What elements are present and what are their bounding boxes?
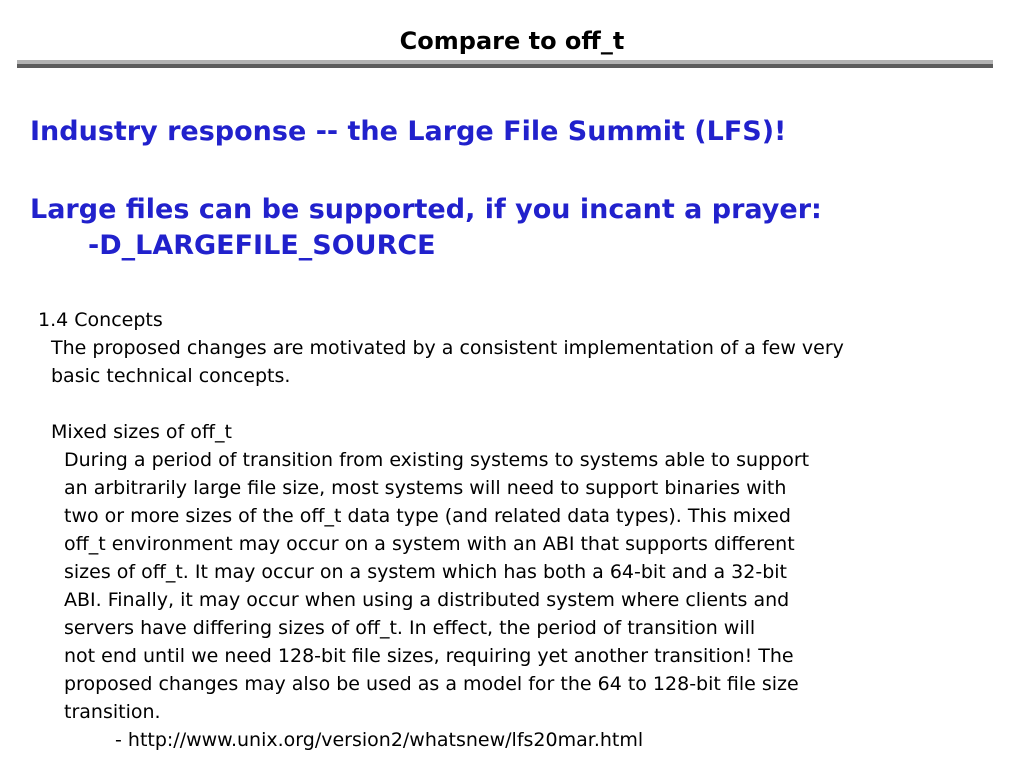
mixed-sizes-paragraph-line: During a period of transition from existing systems to systems able to support: [64, 449, 810, 471]
concepts-paragraph-line: basic technical concepts.: [51, 365, 291, 387]
large-files-heading: Large files can be supported, if you incant a prayer:: [30, 194, 822, 225]
mixed-sizes-paragraph-line: ABI. Finally, it may occur when using a distributed system where clients and: [64, 589, 790, 611]
compiler-flag-text: -D_LARGEFILE_SOURCE: [88, 230, 436, 261]
concepts-section-heading: 1.4 Concepts: [38, 309, 163, 331]
mixed-sizes-paragraph-line: off_t environment may occur on a system with an ABI that supports different: [64, 533, 795, 555]
concepts-paragraph-line: The proposed changes are motivated by a consistent implementation of a few very: [51, 337, 844, 359]
mixed-sizes-paragraph-line: transition.: [64, 701, 161, 723]
document-excerpt: [38, 306, 844, 754]
mixed-sizes-paragraph-line: not end until we need 128-bit file sizes, requiring yet another transition! The: [64, 645, 794, 667]
mixed-sizes-paragraph-line: servers have differing sizes of off_t. In effect, the period of transition will: [64, 617, 756, 639]
industry-response-heading: Industry response -- the Large File Summit (LFS)!: [30, 116, 787, 147]
mixed-sizes-heading: Mixed sizes of off_t: [51, 421, 232, 443]
source-url-line: - http://www.unix.org/version2/whatsnew/lfs20mar.html: [115, 729, 644, 751]
mixed-sizes-paragraph-line: sizes of off_t. It may occur on a system which has both a 64-bit and a 32-bit: [64, 561, 787, 583]
mixed-sizes-paragraph-line: two or more sizes of the off_t data type (and related data types). This mixed: [64, 505, 791, 527]
mixed-sizes-paragraph-line: proposed changes may also be used as a model for the 64 to 128-bit file size: [64, 673, 799, 695]
title-separator: [17, 60, 993, 68]
slide-title: Compare to off_t: [399, 27, 625, 55]
mixed-sizes-paragraph-line: an arbitrarily large file size, most systems will need to support binaries with: [64, 477, 787, 499]
separator-dark-band: [17, 64, 993, 68]
